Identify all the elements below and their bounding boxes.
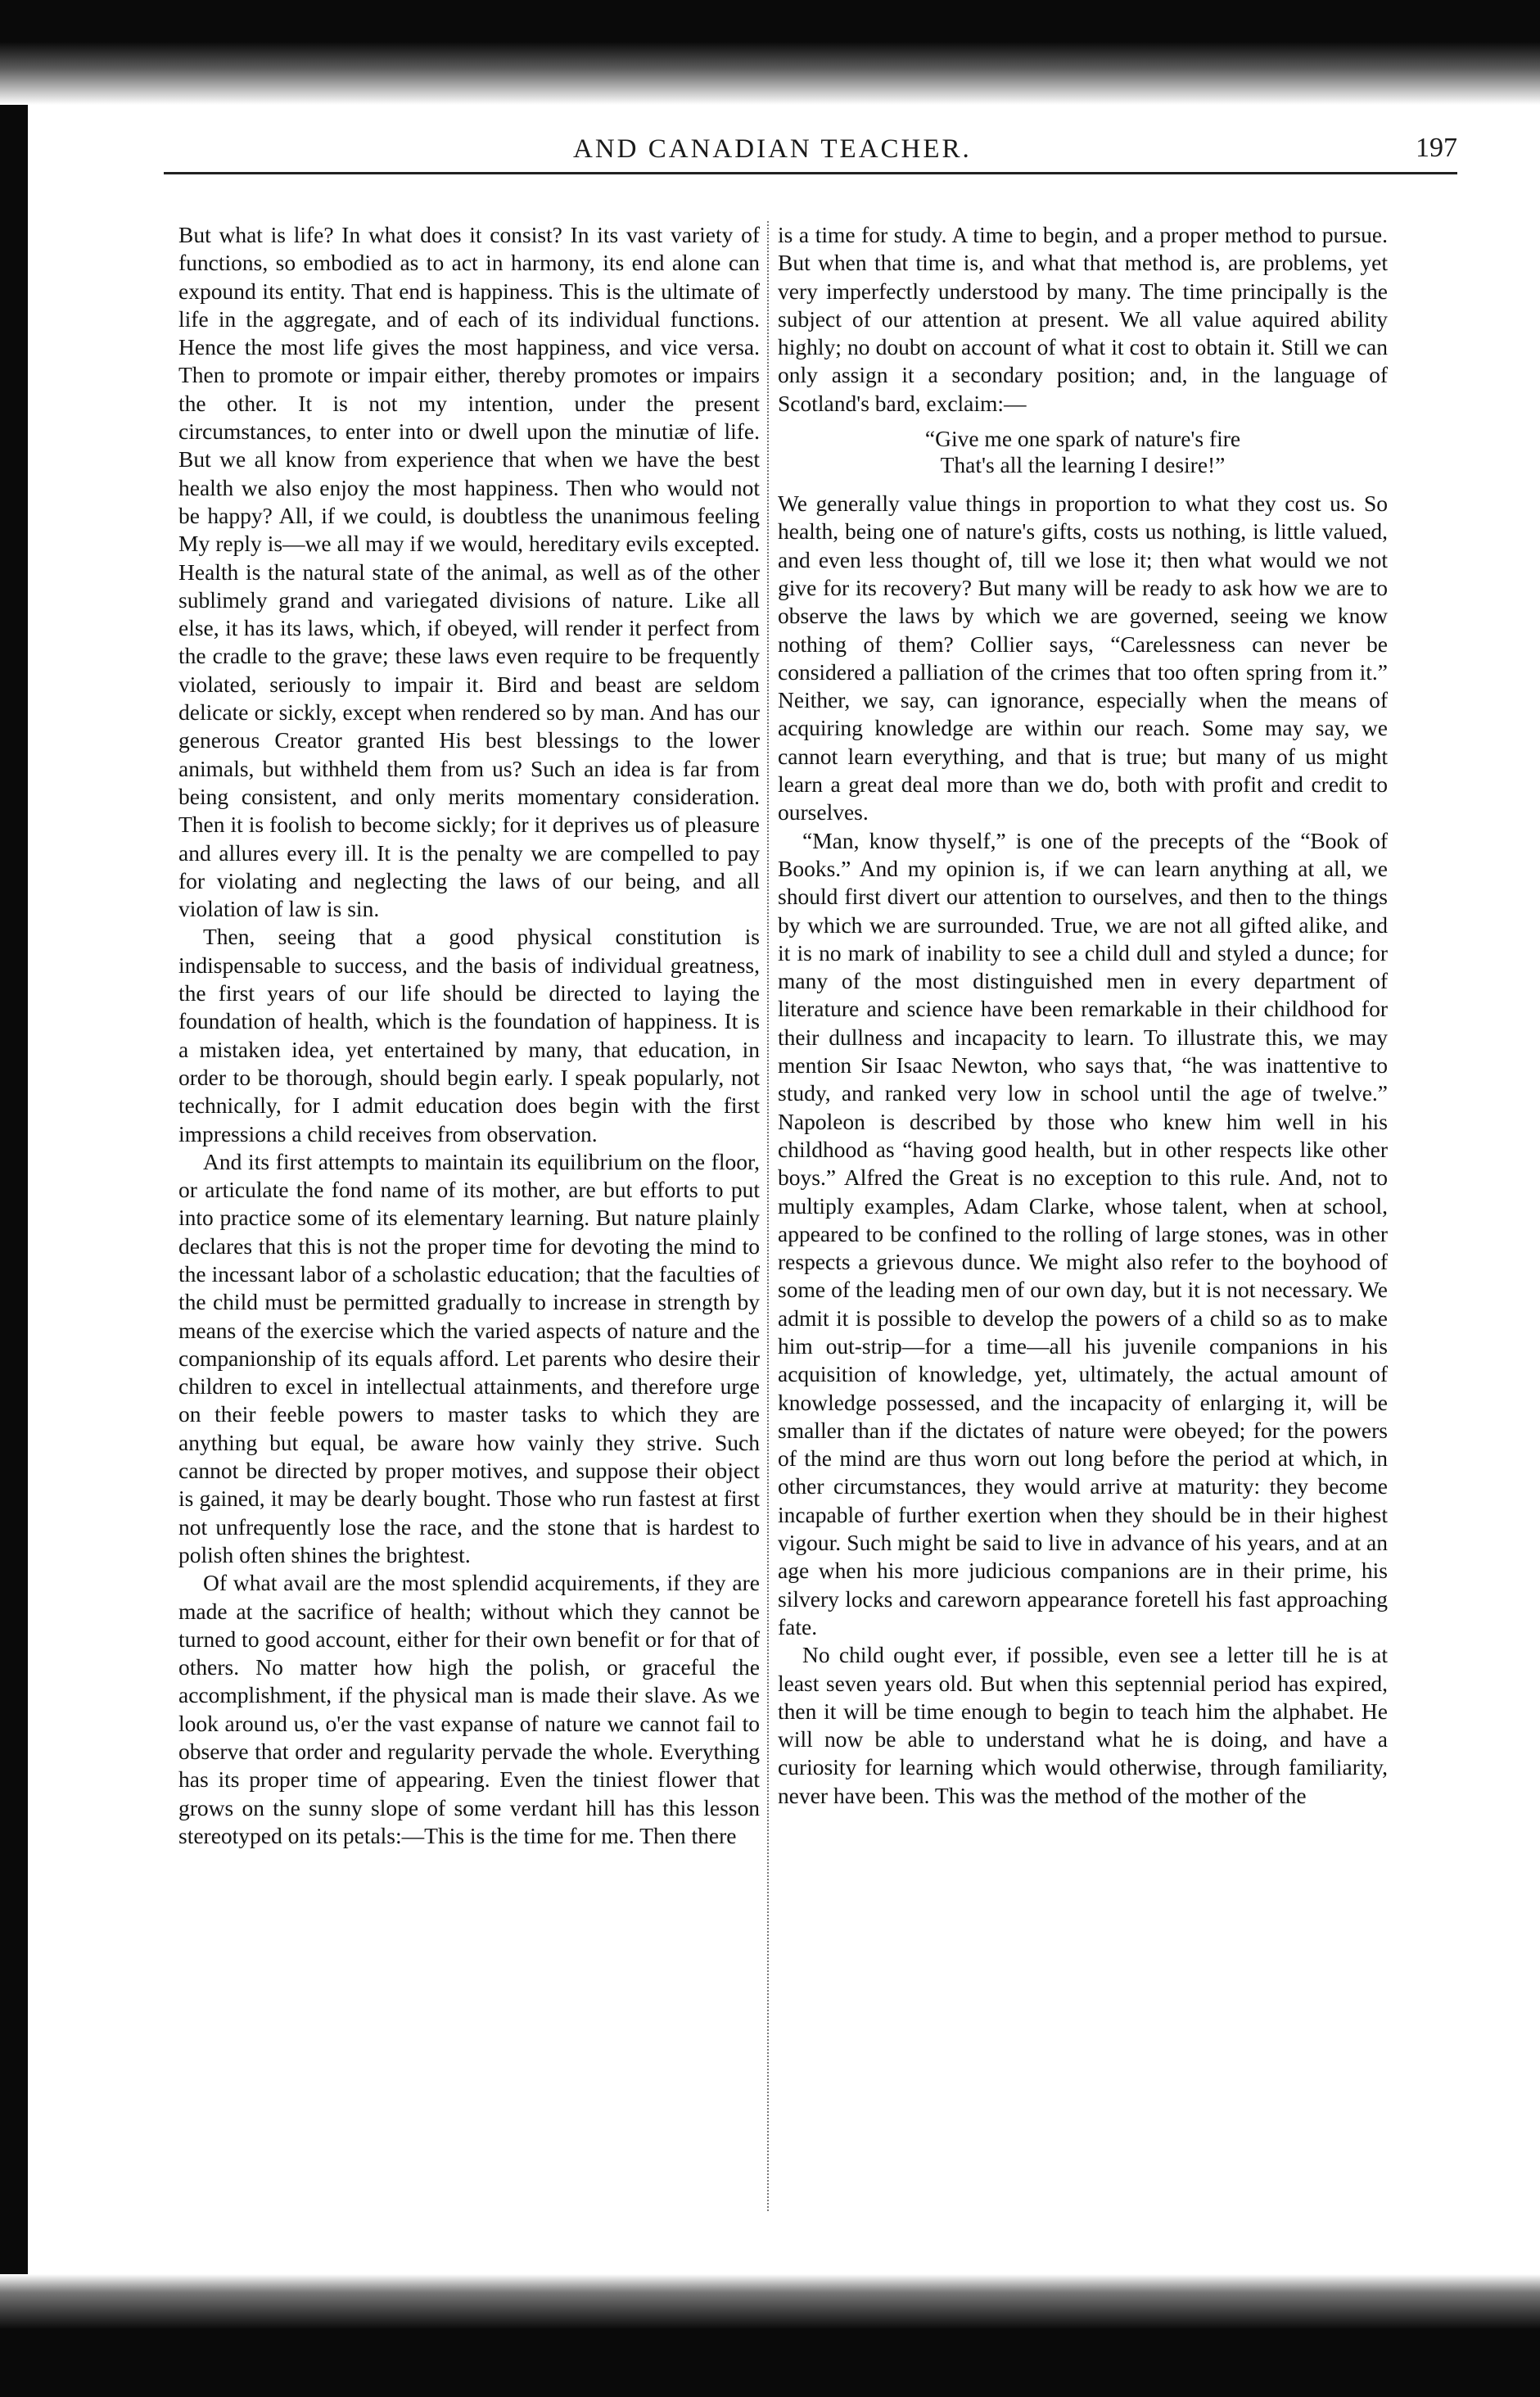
left-paragraph-1: But what is life? In what does it consist? In its vast variety of functions, so embodied as to act in harmony, its end alone can expound its entity. That end is happiness. This is the ultimate of life in the aggregate, and of each of its individual functions. Hence the most life gives the most happiness, and vice versa. Then to promote or impair either, thereby promotes or impairs the other. It is not my intention, under the present circumstances, to enter into or dwell upon the minutiæ of life. But we all know from experience that when we have the best health we also enjoy the most happiness. Then who would not be happy? All, if we could, is doubtless the unanimous feeling My reply is—we all may if we would, hereditary evils excepted. Health is the natural state of the animal, as well as of the other sublimely grand and variegated divisions of nature. Like all else, it has its laws, which, if obeyed, will render it perfect from the cradle to the grave; these laws even require to be frequently violated, seriously to impair it. Bird and beast are seldom delicate or sickly, except when rendered so by man. And has our generous Creator granted His best blessings to the lower animals, but withheld them from us? Such an idea is far from being consistent, and only merits momentary consideration. Then it is foolish to become sickly; for it deprives us of pleasure and allures every ill. It is the penalty we are compelled to pay for violating and neglecting the laws of our being, and all violation of law is sin. (178, 222, 760, 922)
right-paragraph-1: is a time for study. A time to begin, and a proper method to pursue. But when that time is, and what that method is, are problems, yet very imperfectly understood by many. The time principally is the subject of our attention at present. We all value aquired ability highly; no doubt on account of what it cost to obtain it. Still we can only assign it a secondary position; and, in the language of Scotland's bard, exclaim:— (778, 222, 1388, 416)
right-paragraph-3: “Man, know thyself,” is one of the precepts of the “Book of Books.” And my opinion is, if we can learn anything at all, we should first divert our attention to ourselves, and then to the things by which we are surrounded. True, we are not all gifted alike, and it is no mark of inability to see a child dull and styled a dunce; for many of the most distinguished men in every department of literature and science have been remarkable in their childhood for their dullness and incapacity to learn. To illustrate this, we may mention Sir Isaac Newton, who says that, “he was inattentive to study, and ranked very low in school until the age of twelve.” Napoleon is described by those who knew him well in his childhood as “having good health, but in other respects like other boys.” Alfred the Great is no exception to this rule. And, not to multiply examples, Adam Clarke, whose talent, when at school, appeared to be confined to the rolling of large stones, was in other respects a grievous dunce. We might also refer to the boyhood of some of the leading men of our own day, but it is not necessary. We admit it is possible to develop the powers of a child so as to make him out-strip—for a time—all his juvenile companions in his acquisition of knowledge, yet, ultimately, the actual amount of knowledge possessed, and the incapacity of enlarging it, will be smaller than if the dictates of nature were obeyed; for the powers of the mind are thus worn out long before the period at which, in other circumstances, they would arrive at maturity: they become incapable of further exertion when they should be in their highest vigour. Such might be said to live in advance of his years, and at an age when his more judicious companions are in their prime, his silvery locks and careworn appearance foretell his fast approaching fate. (778, 827, 1388, 1639)
column-divider (767, 221, 769, 2211)
left-column (178, 221, 760, 1850)
header-rule (164, 172, 1457, 174)
right-column (778, 221, 1388, 1810)
scan-top-edge (0, 0, 1540, 105)
scan-bottom-edge (0, 2274, 1540, 2397)
left-paragraph-4: Of what avail are the most splendid acquirements, if they are made at the sacrifice of health; without which they cannot be turned to good account, either for their own benefit or for that of others. No matter how high the polish, or graceful the accomplishment, if the physical man is made their slave. As we look around us, o'er the vast expanse of nature we cannot fail to observe that order and regularity pervade the whole. Everything has its proper time of appearing. Even the tiniest flower that grows on the sunny slope of some verdant hill has this lesson stereotyped on its petals:—This is the time for me. Then there (178, 1570, 760, 1848)
scan-left-edge (0, 0, 28, 2397)
left-paragraph-3: And its first attempts to maintain its equilibrium on the floor, or articulate the fond name of its mother, are but efforts to put into practice some of its elementary learning. But nature plainly declares that this is not the proper time for devoting the mind to the incessant labor of a scholastic education; that the faculties of the child must be permitted gradually to increase in strength by means of the exercise which the varied aspects of nature and the companionship of its equals afford. Let parents who desire their children to excel in intellectual attainments, and therefore urge on their feeble powers to master tasks to which they are anything but equal, be aware how vainly they strive. Such cannot be directed by proper motives, and suppose their object is gained, it may be dearly bought. Those who run fastest at first not unfrequently lose the race, and the stone that is hardest to polish often shines the brightest. (178, 1148, 760, 1567)
right-paragraph-2: We generally value things in proportion to what they cost us. So health, being one of nature's gifts, costs us nothing, is little valued, and even less thought of, till we lose it; then what would we not give for its recovery? But many will be ready to ask how we are to observe the laws by which we are governed, seeing we know nothing of them? Collier says, “Carelessness can never be considered a palliation of the crimes that too often spring from it.” Neither, we say, can ignorance, especially when the means of acquiring knowledge are within our reach. Some may say, we cannot learn everything, and that is true; but many of us might learn a great deal more than we do, both with profit and credit to ourselves. (778, 491, 1388, 825)
running-head (164, 129, 1457, 179)
right-paragraph-4: No child ought ever, if possible, even see a letter till he is at least seven years old. But when this septennial period has expired, then it will be time enough to begin to teach him the alphabet. He will now be able to understand what he is doing, and have a curiosity for learning which would otherwise, through familiarity, never have been. This was the method of the mother of the (778, 1642, 1388, 1808)
left-paragraph-2: Then, seeing that a good physical constitution is indispensable to success, and the basis of individual greatness, the first years of our life should be directed to laying the foundation of health, which is the foundation of happiness. It is a mistaken idea, yet entertained by many, that education, in order to be thorough, should begin early. I speak popularly, not technically, for I admit education does begin with the first impressions a child receives from observation. (178, 924, 760, 1146)
verse-line-2: That's all the learning I desire!” (940, 452, 1226, 478)
verse-quote (778, 426, 1388, 478)
verse-line-1: “Give me one spark of nature's fire (924, 426, 1241, 452)
page-number: 197 (1416, 133, 1457, 163)
running-head-title: AND CANADIAN TEACHER. (573, 134, 972, 164)
